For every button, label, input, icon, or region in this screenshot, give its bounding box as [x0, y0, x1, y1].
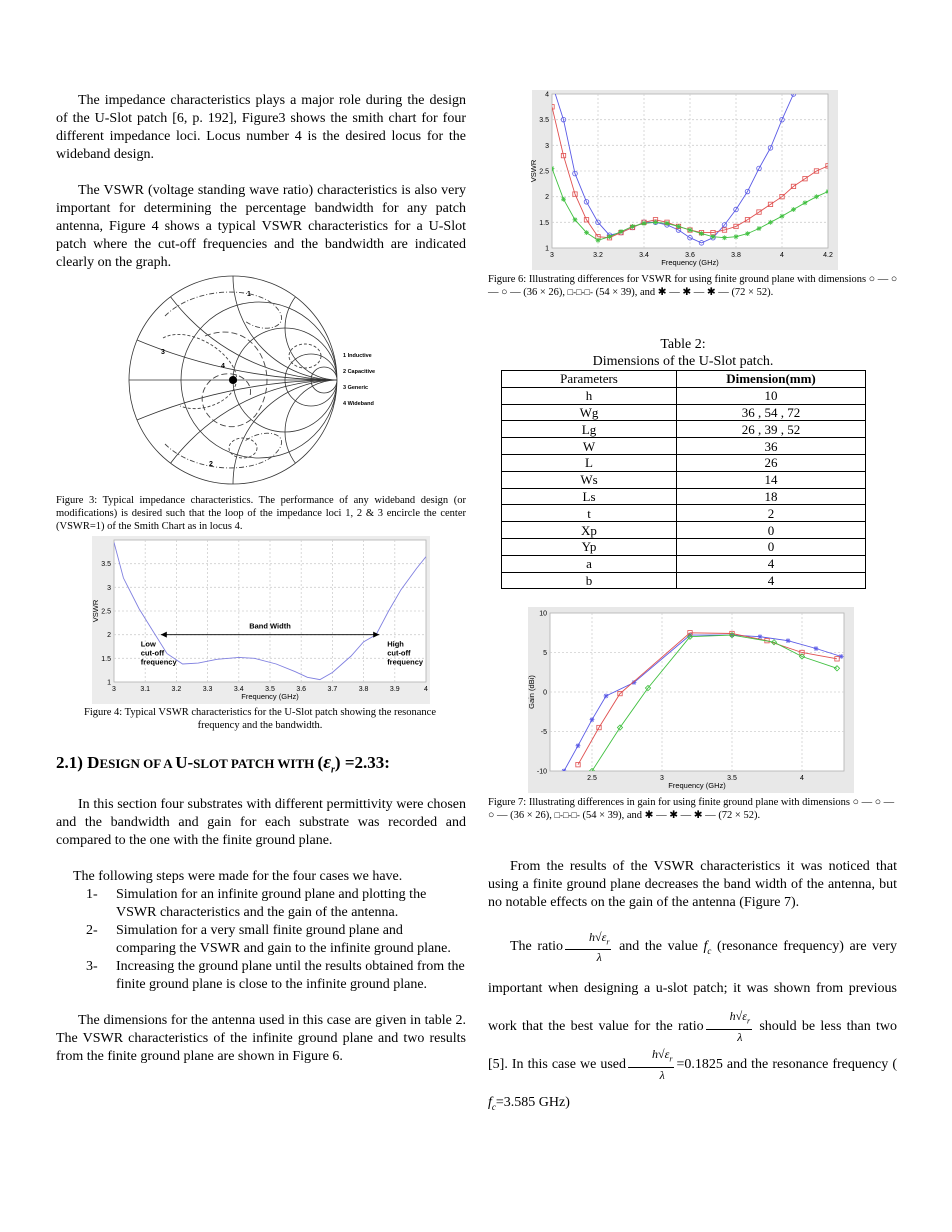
y-tick-label: 2 [545, 194, 549, 202]
low-cutoff-label: Low [140, 639, 156, 649]
x-tick-label: 3.1 [140, 686, 151, 693]
data-point [653, 220, 658, 225]
table-row: Lg 26 , 39 , 52 [502, 421, 866, 438]
svg-text:3 Generic: 3 Generic [343, 385, 369, 391]
ratio-fraction: $\frac{h√\varepsilon_r}{\lambda}$ [565, 930, 611, 964]
table-header-cell: Parameters [502, 371, 677, 388]
data-point [803, 200, 808, 205]
x-tick-label: 3.8 [731, 252, 741, 259]
data-point [688, 228, 693, 233]
figure-6-caption: Figure 6: Illustrating differences for VSWR for using finite ground plane with dimensions ○ — ○ — ○ — (36 × 26), □-□-□- (54 × 39), and ✱ — ✱ — ✱ — (72 × 52). [488, 274, 898, 298]
table-header-cell: Dimension(mm) [677, 371, 866, 388]
table-row: Xp 0 [502, 522, 866, 539]
paragraph-vswr: The VSWR (voltage standing wave ratio) characteristics is also very important for determining the percentage bandwidth for any patch antenna, Figure 4 shows a typical VSWR characteristics for a U-Slot patch where the cut-off frequencies and the bandwidth are indicated clearly on the graph. [56, 183, 466, 270]
high-cutoff-label: High [387, 639, 404, 649]
table-row: h 10 [502, 387, 866, 404]
data-point [562, 769, 567, 774]
svg-text:3: 3 [161, 349, 165, 356]
figure-3-caption: Figure 3: Typical impedance characteristics. The performance of any wideband design (or modifications) is desired such that the loop of the impedance loci 1, 2 & 3 encircle the center (VSWR=1) of the Smith Chart as in locus 4. [56, 495, 466, 532]
x-tick-label: 3 [112, 686, 116, 693]
table-title-line2: Dimensions of the U-Slot patch. [592, 354, 774, 369]
data-point [826, 189, 831, 194]
figure-6-vswr-chart [529, 90, 838, 270]
y-tick-label: 1.5 [539, 219, 549, 227]
x-tick-label: 4.2 [823, 252, 833, 259]
x-axis-label: Frequency (GHz) [241, 692, 299, 701]
table-row: Wg 36 , 54 , 72 [502, 404, 866, 421]
y-tick-label: 2.5 [539, 168, 549, 176]
y-tick-label: 1.5 [101, 655, 111, 663]
svg-text:1: 1 [247, 291, 251, 298]
y-axis-label: VSWR [529, 159, 538, 183]
section-heading: 2.1) DESIGN OF A U-SLOT PATCH WITH $(\varepsilon_r) =2.33$: [56, 752, 390, 776]
figure-6-svg [529, 90, 838, 270]
paragraph-dimensions: The dimensions for the antenna used in this case are given in table 2. The VSWR characteristics of the infinite ground plane and two results from the finite ground plane are shown in Figure 6. [56, 1013, 466, 1064]
figure-3-smith-chart [125, 276, 385, 486]
data-point [573, 217, 578, 222]
left-column-lower [56, 796, 466, 1066]
figure-7-caption: Figure 7: Illustrating differences in gain for using finite ground plane with dimensions ○ — ○ — ○ — (36 × 26), □-□-□- (54 × 39), and ✱ — ✱ — ✱ — (72 × 52). [488, 797, 895, 821]
x-tick-label: 3.3 [202, 686, 213, 693]
x-tick-label: 4 [424, 686, 428, 693]
x-tick-label: 3.4 [639, 252, 649, 259]
data-point [814, 194, 819, 199]
table-title-line1: Table 2: [660, 337, 706, 352]
smith-legend [343, 353, 375, 407]
data-point [607, 234, 612, 239]
data-point [786, 638, 791, 643]
left-column [56, 92, 466, 272]
dimensions-table [501, 370, 866, 589]
x-axis-label: Frequency (GHz) [661, 258, 719, 267]
x-tick-label: 3.2 [171, 686, 182, 693]
bandwidth-label: Band Width [249, 621, 291, 631]
data-point [768, 220, 773, 225]
data-point [590, 717, 595, 722]
smith-center-point [229, 376, 237, 384]
high-cutoff-label: cut-off [387, 648, 411, 658]
ratio-fraction: $\frac{h√\varepsilon_r}{\lambda}$ [628, 1047, 674, 1081]
table-2-title [501, 336, 865, 370]
table-row: W 36 [502, 438, 866, 455]
y-tick-label: 4 [545, 91, 549, 99]
table-header-row [502, 371, 866, 388]
paragraph-ratio: The ratio $\frac{h√\varepsilon_r}{\lambda}$ and the value $f_c$ (resonance frequency) are very important when designing a u-slot patch; it was shown from previous work that the best value for the ratio $\frac{h√\varepsilon_r}{\lambda}$ should be less than two [5]. In this case we used $\frac{h√\varepsilon_r}{\lambda}$ =0.1825 and the resonance frequency ( $f_c=3.585$ GHz) [488, 929, 898, 1112]
y-tick-label: 1 [107, 679, 111, 687]
y-tick-label: 5 [543, 650, 547, 657]
table-row: Yp 0 [502, 538, 866, 555]
data-point [711, 234, 716, 239]
y-tick-label: 1 [545, 245, 549, 253]
table-row: L 26 [502, 454, 866, 471]
table-row: Ls 18 [502, 488, 866, 505]
step-item: 2- Simulation for a very small finite ground plane and comparing the VSWR and gain to the infinite ground plane. [86, 923, 451, 956]
high-cutoff-label: frequency [387, 657, 424, 667]
x-tick-label: 4 [800, 775, 804, 782]
smith-locus-labels [161, 291, 251, 468]
svg-text:4: 4 [221, 363, 225, 370]
y-tick-label: -10 [536, 768, 547, 776]
x-tick-label: 3 [660, 775, 664, 782]
x-axis-label: Frequency (GHz) [668, 781, 726, 790]
table-row: b 4 [502, 572, 866, 589]
x-tick-label: 3.5 [265, 686, 275, 693]
x-tick-label: 4 [780, 252, 784, 259]
x-tick-label: 3.2 [593, 252, 603, 259]
data-point [576, 743, 581, 748]
x-tick-label: 3 [550, 252, 554, 259]
data-point [550, 166, 555, 171]
data-point [757, 226, 762, 231]
step-item: 3- Increasing the ground plane until the results obtained from the finite ground plane is close to the infinite ground plane. [86, 959, 465, 992]
y-tick-label: 3 [107, 584, 111, 592]
x-tick-label: 2.5 [587, 775, 597, 782]
y-tick-label: 10 [539, 610, 547, 618]
data-point [584, 230, 589, 235]
figure-4-vswr-chart [92, 536, 430, 704]
y-tick-label: 0 [543, 689, 547, 697]
y-tick-label: 2 [107, 632, 111, 640]
data-point [722, 235, 727, 240]
x-tick-label: 3.6 [685, 252, 695, 259]
svg-text:2 Capacitive: 2 Capacitive [343, 369, 376, 375]
table-row: a 4 [502, 555, 866, 572]
paragraph-impedance: The impedance characteristics plays a major role during the design of the U-Slot patch [6, p. 192], Figure3 shows the smith chart for four different impedance loci. Locus number 4 is the desired locus for the wideband design. [56, 93, 466, 162]
figure-4-svg [92, 536, 430, 704]
y-tick-label: 3.5 [101, 561, 111, 569]
figure-4-caption: Figure 4: Typical VSWR characteristics for the U-Slot patch showing the resonance frequency and the bandwidth. [84, 707, 436, 731]
y-tick-label: -5 [540, 729, 547, 736]
paragraph-results: From the results of the VSWR characteristics it was noticed that using a finite ground plane decreases the band width of the antenna, but no notable effects on the gain of the antenna (Figure 7). [488, 859, 897, 910]
data-point [619, 229, 624, 234]
low-cutoff-label: frequency [140, 657, 177, 667]
data-point [604, 694, 609, 699]
data-point [630, 224, 635, 229]
ratio-fraction: $\frac{h√\varepsilon_r}{\lambda}$ [706, 1009, 752, 1043]
svg-text:2: 2 [209, 461, 213, 468]
data-point [561, 197, 566, 202]
data-point [596, 238, 601, 243]
y-axis-label: VSWR [91, 599, 100, 623]
steps-list [56, 886, 466, 994]
paragraph-steps-intro: The following steps were made for the four cases we have. [73, 869, 403, 884]
data-point [791, 207, 796, 212]
data-point [550, 81, 555, 86]
data-point [780, 214, 785, 219]
paragraph-substrates: In this section four substrates with different permittivity were chosen and the bandwidth and gain for each substrate was recorded and compared to the one with the finite ground plane. [56, 797, 466, 848]
low-cutoff-label: cut-off [140, 648, 165, 658]
x-tick-label: 3.4 [233, 686, 244, 693]
figure-7-svg [528, 607, 854, 793]
data-point [642, 221, 647, 226]
data-point [814, 646, 819, 651]
y-tick-label: 3.5 [539, 117, 549, 125]
x-tick-label: 3.9 [389, 686, 400, 693]
table-row: Ws 14 [502, 471, 866, 488]
x-tick-label: 3.5 [727, 775, 737, 782]
x-tick-label: 3.7 [327, 686, 338, 693]
table-row: t 2 [502, 505, 866, 522]
y-tick-label: 2.5 [101, 608, 111, 616]
y-axis-label: Gain (dBi) [527, 675, 536, 709]
figure-7-gain-chart [528, 607, 854, 793]
data-point [745, 231, 750, 236]
step-item: 1- Simulation for an infinite ground plane and plotting the VSWR characteristics and the gain of the antenna. [86, 887, 427, 920]
svg-text:1 Inductive: 1 Inductive [343, 353, 372, 359]
data-point [734, 234, 739, 239]
x-tick-label: 3.8 [358, 686, 369, 693]
x-tick-label: 3.6 [296, 686, 307, 693]
svg-text:4 Wideband: 4 Wideband [343, 401, 374, 407]
smith-chart-svg [125, 276, 385, 486]
data-point [699, 231, 704, 236]
data-point [676, 224, 681, 229]
data-point [758, 634, 763, 639]
y-tick-label: 3 [545, 142, 549, 150]
right-column-text [488, 858, 897, 1126]
data-point [665, 221, 670, 226]
